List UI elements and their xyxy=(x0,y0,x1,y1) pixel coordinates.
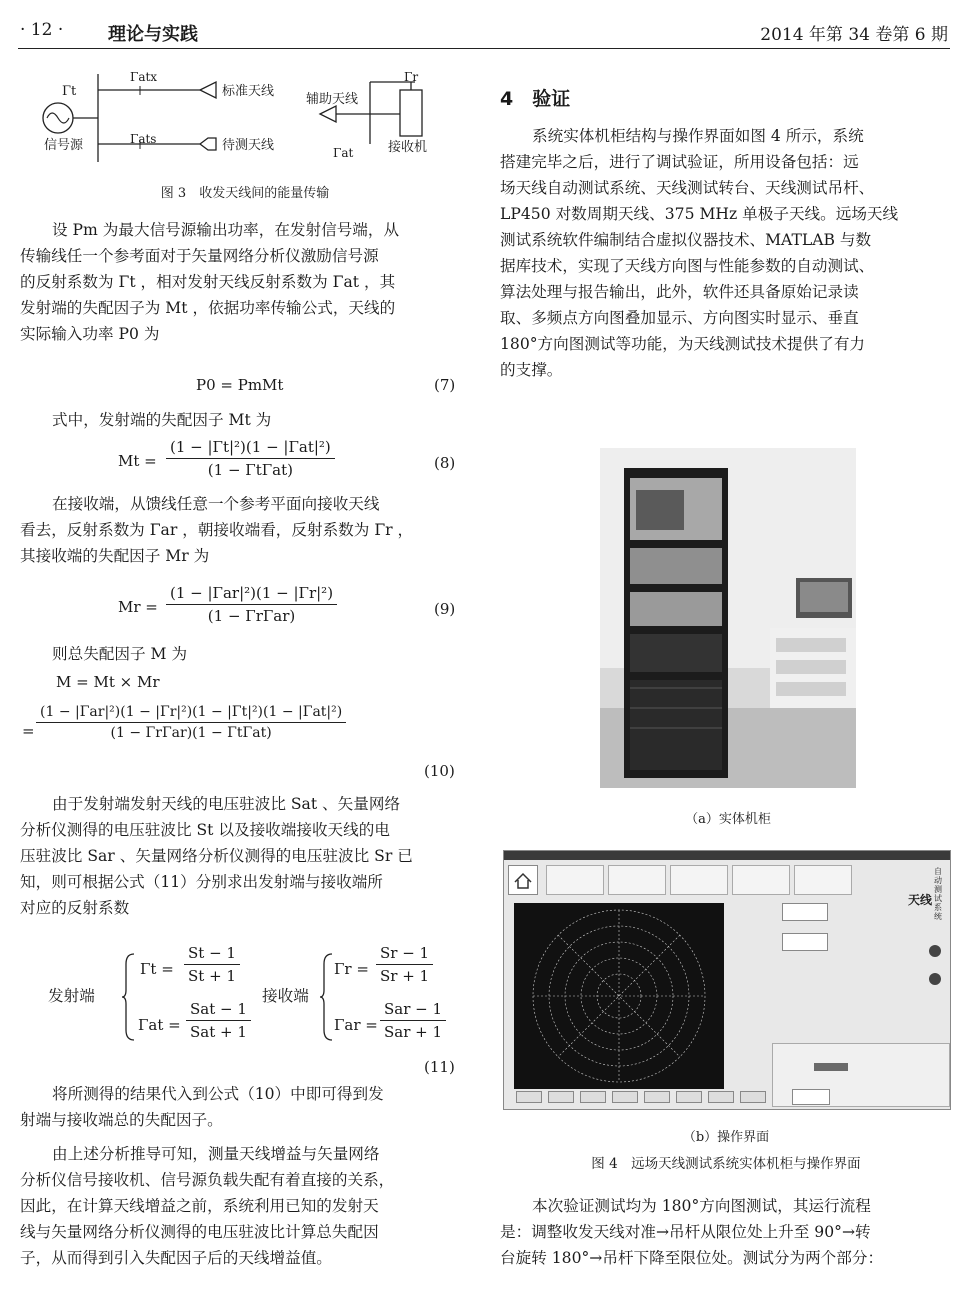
ui-button[interactable] xyxy=(644,1091,670,1103)
equation-11-brace-rx xyxy=(320,952,334,1042)
equation-11-t-fraction xyxy=(184,944,240,985)
text-line: 对应的反射系数 xyxy=(20,899,130,917)
right-paragraph-2 xyxy=(500,1194,952,1268)
ui-button[interactable] xyxy=(740,1091,766,1103)
issue-info: 2014 年第 34 卷第 6 期 xyxy=(760,25,948,45)
equation-9-denominator: (1 − ΓrΓar) xyxy=(207,607,296,625)
equation-11-r-lhs: Γr = xyxy=(334,960,369,978)
fig3-label-std-antenna: 标准天线 xyxy=(222,84,275,99)
toolbar-button[interactable] xyxy=(608,865,666,895)
text-line: 实际输入功率 P0 为 xyxy=(20,325,160,343)
ui-button[interactable] xyxy=(612,1091,638,1103)
text-line: 180°方向图测试等功能，为天线测试技术提供了有力 xyxy=(500,335,866,353)
equation-8-denominator: (1 − ΓtΓat) xyxy=(207,461,293,479)
text-line: 因此，在计算天线增益之前，系统利用已知的发射天 xyxy=(20,1197,379,1215)
left-paragraph-5 xyxy=(20,792,470,918)
left-paragraph-1 xyxy=(20,218,470,344)
equation-11-at-denominator: Sat + 1 xyxy=(190,1023,247,1041)
fig3-caption: 图 3 收发天线间的能量传输 xyxy=(160,186,330,201)
equation-11-tx-label: 发射端 xyxy=(48,987,95,1005)
ui-button[interactable] xyxy=(516,1091,542,1103)
equation-8-lhs: Mt = xyxy=(118,452,157,470)
ui-side-vertical-title: 自动测试系统 xyxy=(934,867,942,921)
equation-11-r-denominator: Sr + 1 xyxy=(380,967,430,985)
equation-11-brace-tx xyxy=(122,952,136,1042)
fig4b-caption: （b）操作界面 xyxy=(682,1130,770,1145)
fig3-label-aux-antenna: 辅助天线 xyxy=(306,92,359,107)
text-line: 台旋转 180°→吊杆下降至限位处。测试分为两个部分： xyxy=(500,1249,884,1267)
equation-9-lhs: Mr = xyxy=(118,598,158,616)
fig4-caption: 图 4 远场天线测试系统实体机柜与操作界面 xyxy=(591,1156,861,1172)
text-line: 发射端的失配因子为 Mt ，依据功率传输公式，天线的 xyxy=(20,299,396,317)
text-line: 的反射系数为 Γt ，相对发射天线反射系数为 Γat ，其 xyxy=(20,273,396,291)
text-line: 其接收端的失配因子 Mr 为 xyxy=(20,547,210,565)
equation-11-rx-label: 接收端 xyxy=(262,987,309,1005)
ui-button[interactable] xyxy=(676,1091,702,1103)
text-line: 线与矢量网络分析仪测得的电压驻波比计算总失配因 xyxy=(20,1223,379,1241)
fig3-label-gamma-atx: Γatx xyxy=(130,70,158,84)
fig4a-caption: （a）实体机柜 xyxy=(685,812,771,827)
equation-8-fraction xyxy=(166,438,335,479)
equation-11-r-fraction xyxy=(376,944,433,985)
status-indicator xyxy=(929,973,941,985)
ui-button[interactable] xyxy=(782,903,828,921)
text-line: 设 Pm 为最大信号源输出功率，在发射信号端，从 xyxy=(52,221,400,239)
equation-11-t-numerator: St − 1 xyxy=(184,944,240,965)
fig3-label-gamma-t: Γt xyxy=(62,84,77,99)
fig3-label-gamma-ats: Γats xyxy=(130,132,157,146)
text-line: 由上述分析推导可知，测量天线增益与矢量网络 xyxy=(52,1145,380,1163)
equation-11-ar-fraction xyxy=(380,1000,446,1041)
text-line: 射端与接收端总的失配因子。 xyxy=(20,1111,223,1129)
text-line: 算法处理与报告输出，此外，软件还具备原始记录读 xyxy=(500,283,859,301)
left-paragraph-6 xyxy=(20,1082,470,1130)
fig3-label-gamma-at: Γat xyxy=(333,146,354,160)
text-line: 知，则可根据公式（11）分别求出发射端与接收端所 xyxy=(20,873,383,891)
ui-side-title: 天线 xyxy=(908,893,933,907)
fig3-label-receiver: 接收机 xyxy=(388,140,428,155)
text-line: 分析仪信号接收机、信号源负载失配有着直接的关系， xyxy=(20,1171,395,1189)
polar-pattern-plot xyxy=(514,903,724,1089)
page-number: · 12 · xyxy=(20,20,64,40)
right-paragraph-1 xyxy=(500,124,952,380)
text-line: 看去，反射系数为 Γar ，朝接收端看，反射系数为 Γr ， xyxy=(20,521,414,539)
toolbar-button[interactable] xyxy=(670,865,728,895)
toolbar-button[interactable] xyxy=(546,865,604,895)
equation-9-number: (9) xyxy=(434,600,456,618)
text-line: LP450 对数周期天线、375 MHz 单极子天线。远场天线 xyxy=(500,205,899,223)
section-heading: 4 验证 xyxy=(500,88,571,110)
equation-10-a: M = Mt × Mr xyxy=(56,673,160,691)
left-paragraph-2: 式中，发射端的失配因子 Mt 为 xyxy=(52,411,272,429)
text-line: 本次验证测试均为 180°方向图测试，其运行流程 xyxy=(532,1197,871,1215)
text-line: 测试系统软件编制结合虚拟仪器技术、MATLAB 与数 xyxy=(500,231,872,249)
ui-button[interactable] xyxy=(708,1091,734,1103)
text-line: 场天线自动测试系统、天线测试转台、天线测试吊杆、 xyxy=(500,179,875,197)
equation-11-t-lhs: Γt = xyxy=(140,960,174,978)
text-line: 据库技术，实现了天线方向图与性能参数的自动测试、 xyxy=(500,257,875,275)
equation-10-lhs: = xyxy=(22,722,35,740)
equation-8-number: (8) xyxy=(434,454,456,472)
text-line: 传输线任一个参考面对于矢量网络分析仪激励信号源 xyxy=(20,247,379,265)
status-indicator xyxy=(929,945,941,957)
toolbar-button[interactable] xyxy=(794,865,852,895)
ui-button[interactable] xyxy=(792,1089,830,1105)
text-line: 分析仪测得的电压驻波比 St 以及接收端接收天线的电 xyxy=(20,821,390,839)
left-paragraph-4: 则总失配因子 M 为 xyxy=(52,645,188,663)
text-line: 的支撑。 xyxy=(500,361,563,379)
text-line: 由于发射端发射天线的电压驻波比 Sat 、矢量网络 xyxy=(52,795,401,813)
fig3-label-source: 信号源 xyxy=(44,138,84,153)
text-line: 搭建完毕之后，进行了调试验证，所用设备包括：远 xyxy=(500,153,859,171)
equation-8-numerator: (1 − |Γt|²)(1 − |Γat|²) xyxy=(166,438,335,459)
equation-11-at-numerator: Sat − 1 xyxy=(186,1000,251,1021)
fig4b-operation-interface xyxy=(503,850,951,1110)
equation-10-denominator: (1 − ΓrΓar)(1 − ΓtΓat) xyxy=(110,725,272,741)
window-titlebar xyxy=(504,851,950,860)
toolbar-button[interactable] xyxy=(732,865,790,895)
home-button[interactable] xyxy=(508,865,538,895)
ui-button[interactable] xyxy=(782,933,828,951)
left-paragraph-7 xyxy=(20,1142,470,1268)
equation-9-fraction xyxy=(166,584,337,625)
fig4a-cabinet-photo xyxy=(600,448,856,788)
equation-11-ar-denominator: Sar + 1 xyxy=(384,1023,443,1041)
equation-7: P0 = PmMt xyxy=(196,376,284,394)
text-line: 子，从而得到引入失配因子后的天线增益值。 xyxy=(20,1249,332,1267)
equation-11-t-denominator: St + 1 xyxy=(188,967,236,985)
equation-11-at-lhs: Γat = xyxy=(138,1016,181,1034)
text-line: 系统实体机柜结构与操作界面如图 4 所示，系统 xyxy=(532,127,864,145)
text-line: 在接收端，从馈线任意一个参考平面向接收天线 xyxy=(52,495,380,513)
header-rule xyxy=(18,48,950,49)
equation-9-numerator: (1 − |Γar|²)(1 − |Γr|²) xyxy=(166,584,337,605)
left-paragraph-3 xyxy=(20,492,470,566)
equation-11-ar-lhs: Γar = xyxy=(334,1016,378,1034)
equation-10-fraction xyxy=(36,704,346,741)
equation-10-number: (10) xyxy=(424,762,455,780)
fig3-label-gamma-r: Γr xyxy=(404,70,419,84)
journal-section: 理论与实践 xyxy=(108,24,198,45)
ui-button[interactable] xyxy=(580,1091,606,1103)
text-line: 取、多频点方向图叠加显示、方向图实时显示、垂直 xyxy=(500,309,859,327)
progress-bar xyxy=(814,1063,848,1071)
fig3-label-test-antenna: 待测天线 xyxy=(222,138,275,153)
equation-11-ar-numerator: Sar − 1 xyxy=(380,1000,446,1021)
equation-11-at-fraction xyxy=(186,1000,251,1041)
equation-11-number: (11) xyxy=(424,1058,455,1076)
text-line: 压驻波比 Sar 、矢量网络分析仪测得的电压驻波比 Sr 已 xyxy=(20,847,413,865)
text-line: 是：调整收发天线对准→吊杆从限位处上升至 90°→转 xyxy=(500,1223,871,1241)
equation-11-r-numerator: Sr − 1 xyxy=(376,944,433,965)
equation-7-number: (7) xyxy=(434,376,456,394)
text-line: 将所测得的结果代入到公式（10）中即可得到发 xyxy=(52,1085,384,1103)
ui-button[interactable] xyxy=(548,1091,574,1103)
equation-10-numerator: (1 − |Γar|²)(1 − |Γr|²)(1 − |Γt|²)(1 − |Γat|²) xyxy=(36,704,346,723)
